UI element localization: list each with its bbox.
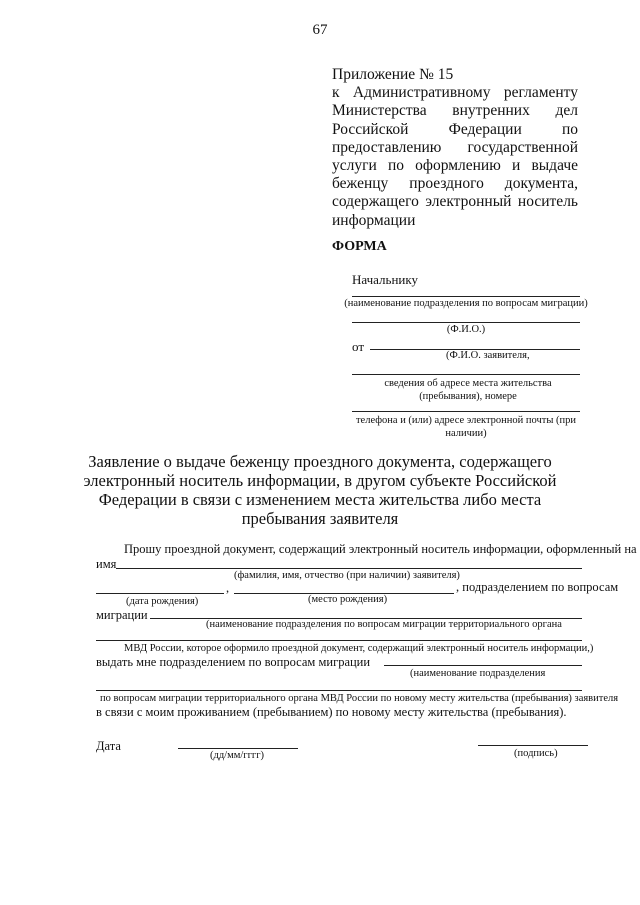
pob-caption: (место рождения) xyxy=(308,594,388,605)
territorial-caption: (наименование подразделения по вопросам миграции территориального органа xyxy=(206,619,562,630)
date-label: Дата xyxy=(96,739,121,753)
new-residence-caption: по вопросам миграции территориального органа МВД России по новому месту жительства (пребывания) заявителя xyxy=(100,693,619,704)
to-label: Начальнику xyxy=(352,272,419,287)
dept-line[interactable] xyxy=(352,296,580,297)
date-caption: (дд/мм/гггг) xyxy=(210,750,265,761)
residence-line[interactable] xyxy=(352,374,580,375)
name-caption: (фамилия, имя, отчество (при наличии) заявителя) xyxy=(234,570,460,581)
dob-line[interactable] xyxy=(96,593,224,594)
page-number: 67 xyxy=(312,22,328,38)
annex-header xyxy=(332,66,578,230)
signature-caption: (подпись) xyxy=(514,748,558,759)
annex-line: к Административному регламенту xyxy=(332,84,578,102)
issue-me: выдать мне подразделением по вопросам миграции xyxy=(96,655,371,669)
phone-line[interactable] xyxy=(352,411,580,412)
document-title: Заявление о выдаче беженцу проездного документа, содержащего электронный носитель информации, в другом субъекте Российской Федерации в связи с изменением места жительства либо места пребывания заявителя xyxy=(83,452,557,528)
issuing-dept-line[interactable] xyxy=(384,665,582,666)
annex-line: Министерства внутренних дел xyxy=(332,102,578,120)
request-line: Прошу проездной документ, содержащий электронный носитель информации, оформленный на xyxy=(124,542,637,556)
fio-line[interactable] xyxy=(352,322,580,323)
name-label: имя xyxy=(96,557,117,571)
dob-caption: (дата рождения) xyxy=(126,596,199,607)
mvd-line[interactable] xyxy=(96,640,582,641)
mvd-caption: МВД России, которое оформило проездной документ, содержащий электронный носитель информации,) xyxy=(124,643,594,654)
annex-line: предоставлению государственной xyxy=(332,138,578,156)
annex-line: информации xyxy=(332,211,416,229)
applicant-caption: (Ф.И.О. заявителя, xyxy=(446,350,530,361)
residence-caption: сведения об адресе места жительства (пребывания), номере xyxy=(384,378,552,402)
annex-line: содержащего электронный носитель xyxy=(332,193,578,211)
annex-line: Приложение № 15 xyxy=(332,66,454,83)
signature-line[interactable] xyxy=(478,745,588,746)
new-dept-line[interactable] xyxy=(96,690,582,691)
form-label: ФОРМА xyxy=(332,239,387,254)
comma: , xyxy=(226,581,230,595)
from-label: от xyxy=(352,339,365,354)
migration-label: миграции xyxy=(96,608,148,622)
annex-line: беженцу проездного документа, xyxy=(332,175,578,193)
fio-caption: (Ф.И.О.) xyxy=(446,324,486,335)
issued-by: , подразделением по вопросам xyxy=(456,580,619,594)
reason-text: в связи с моим проживанием (пребыванием) по новому месту жительства (пребывания). xyxy=(96,705,567,719)
name-line[interactable] xyxy=(116,568,582,569)
dept-caption: (наименование подразделения по вопросам миграции) xyxy=(344,298,588,309)
annex-line: услуги по оформлению и выдаче xyxy=(332,157,578,175)
phone-caption: телефона и (или) адресе электронной почты (при наличии) xyxy=(355,415,577,439)
dept-name-caption: (наименование подразделения xyxy=(410,668,546,679)
date-line[interactable] xyxy=(178,748,298,749)
annex-line: Российской Федерации по xyxy=(332,120,578,138)
